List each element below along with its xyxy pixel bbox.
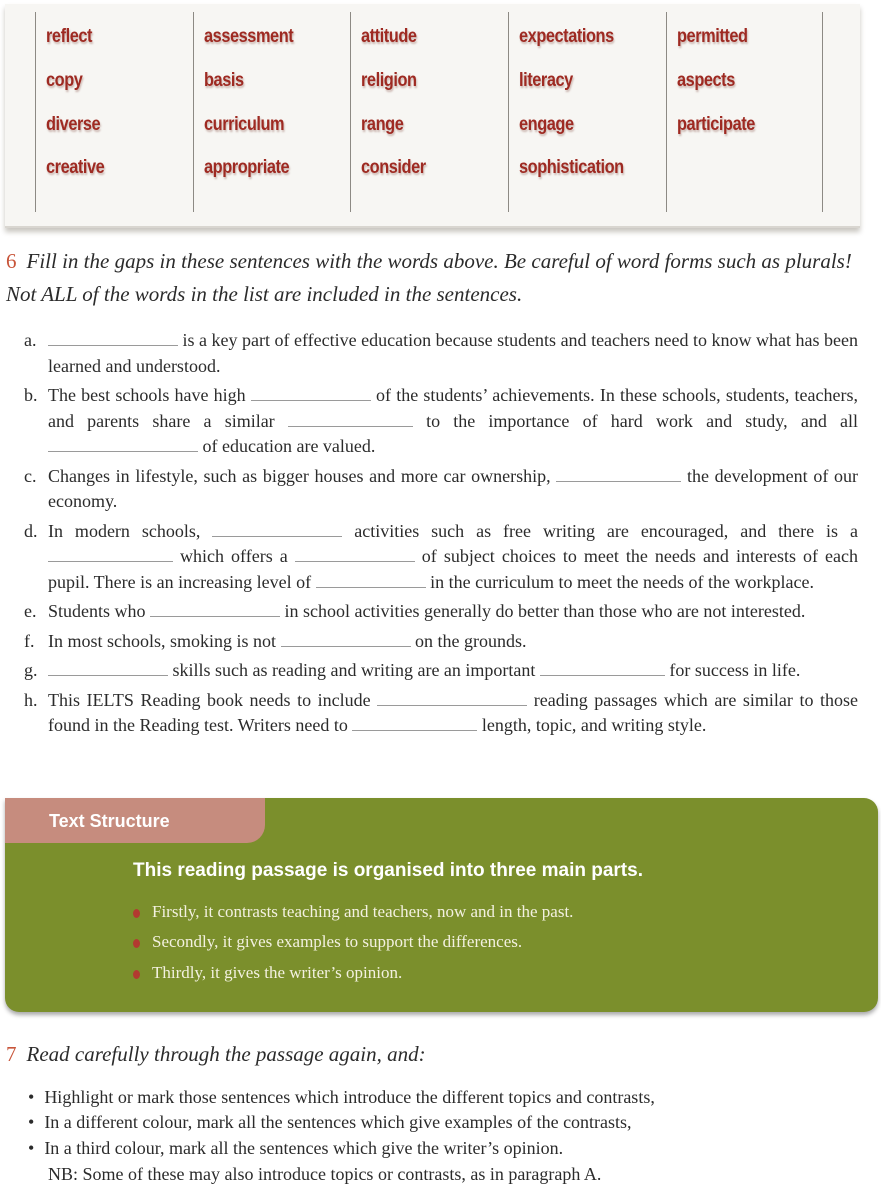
word-list-item: engage <box>519 114 574 135</box>
word-list-item: basis <box>204 70 244 91</box>
gap-fill-item <box>24 599 858 625</box>
bullet-icon: • <box>28 1087 35 1107</box>
question-instruction: Fill in the gaps in these sentences with the words above. Be careful of word forms such as plurals! Not ALL of the words in the list are included in the sentences. <box>6 249 852 306</box>
structure-bullet <box>133 932 522 952</box>
answer-blank[interactable] <box>540 661 665 676</box>
gap-fill-item <box>24 658 858 684</box>
answer-blank[interactable] <box>251 386 371 401</box>
question-7 <box>6 1038 856 1071</box>
answer-blank[interactable] <box>48 331 178 346</box>
question-number: 6 <box>6 249 17 273</box>
question-6 <box>6 245 856 311</box>
item-text: is a key part of effective education because students and teachers need to know what has been learned and understood. <box>48 330 858 376</box>
word-list-item: creative <box>46 157 105 178</box>
item-text: of the students’ achievements. In these schools, students, teachers, and parents share a similar <box>48 385 858 431</box>
item-label: d. <box>24 520 38 541</box>
item-label: h. <box>24 689 38 710</box>
bullet-icon: • <box>28 1112 35 1132</box>
word-list-item: permitted <box>677 26 748 47</box>
text-structure-tab <box>5 798 265 843</box>
item-text: to the importance of hard work and study, and all <box>412 410 858 431</box>
text-structure-heading: This reading passage is organised into three main parts. <box>133 860 643 881</box>
item-text: This IELTS Reading book needs to include <box>48 689 378 710</box>
column-divider <box>193 12 194 212</box>
bullet-icon <box>133 909 140 918</box>
structure-bullet <box>133 902 573 922</box>
word-list-item: consider <box>361 157 426 178</box>
bullet-text: Firstly, it contrasts teaching and teachers, now and in the past. <box>152 902 574 921</box>
answer-blank[interactable] <box>48 437 198 452</box>
answer-blank[interactable] <box>556 467 681 482</box>
bullet-icon <box>133 970 140 979</box>
answer-blank[interactable] <box>48 661 168 676</box>
gap-fill-item <box>24 629 858 655</box>
word-list-item: assessment <box>204 26 294 47</box>
word-list-item: sophistication <box>519 157 624 178</box>
answer-blank[interactable] <box>150 602 280 617</box>
item-text: reading passages which are similar to those found in the Reading test. Writers need to <box>48 689 858 735</box>
item-text: the development of our economy. <box>48 465 858 511</box>
question-instruction: Read carefully through the passage again, and: <box>26 1042 426 1066</box>
answer-blank[interactable] <box>288 412 413 427</box>
word-list-item: curriculum <box>204 114 285 135</box>
answer-blank[interactable] <box>281 632 411 647</box>
tab-label: Text Structure <box>49 811 170 831</box>
item-label: g. <box>24 660 38 680</box>
answer-blank[interactable] <box>377 691 527 706</box>
word-list-box <box>5 4 860 228</box>
item-text: In most schools, smoking is not <box>48 630 281 651</box>
item-text: Changes in lifestyle, such as bigger houses and more car ownership, <box>48 465 557 486</box>
bullet-text: Highlight or mark those sentences which introduce the different topics and contrasts, <box>44 1087 655 1107</box>
gap-fill-item <box>24 688 858 739</box>
structure-bullet <box>133 963 402 983</box>
item-label: e. <box>24 601 37 621</box>
bullet-text: In a different colour, mark all the sentences which give examples of the contrasts, <box>44 1112 632 1132</box>
item-label: b. <box>24 385 38 405</box>
column-divider <box>508 12 509 212</box>
task-bullet <box>28 1138 563 1159</box>
item-label: f. <box>24 630 35 651</box>
task-bullet <box>28 1112 632 1133</box>
note: NB: Some of these may also introduce topics or contrasts, as in paragraph A. <box>48 1164 602 1184</box>
item-text: length, topic, and writing style. <box>477 715 707 735</box>
item-text: which offers a <box>173 546 295 566</box>
word-list-item: literacy <box>519 70 573 91</box>
word-list-item: religion <box>361 70 417 91</box>
word-list-item: aspects <box>677 70 735 91</box>
answer-blank[interactable] <box>48 547 173 562</box>
item-text: Students who <box>48 601 151 621</box>
gap-fill-item <box>24 464 858 515</box>
item-text: on the grounds. <box>410 630 527 651</box>
bullet-text: Secondly, it gives examples to support the differences. <box>152 932 523 951</box>
item-text: in school activities generally do better than those who are not interested. <box>280 601 806 621</box>
word-list-item: range <box>361 114 404 135</box>
column-divider <box>822 12 823 212</box>
item-text: in the curriculum to meet the needs of the workplace. <box>425 571 814 592</box>
gap-fill-item <box>24 519 858 596</box>
column-divider <box>350 12 351 212</box>
task-bullet <box>28 1087 655 1108</box>
bullet-text: In a third colour, mark all the sentences which give the writer’s opinion. <box>44 1138 564 1158</box>
answer-blank[interactable] <box>212 522 342 537</box>
answer-blank[interactable] <box>352 716 477 731</box>
item-text: of subject choices to meet the needs and interests of each pupil. There is an increasing level of <box>48 546 858 592</box>
item-label: c. <box>24 465 37 486</box>
word-list-item: expectations <box>519 26 614 47</box>
item-text: of education are valued. <box>198 436 376 456</box>
bullet-text: Thirdly, it gives the writer’s opinion. <box>152 963 403 982</box>
word-list-item: appropriate <box>204 157 290 178</box>
word-list-item: reflect <box>46 26 93 47</box>
question-number: 7 <box>6 1042 17 1066</box>
item-text: activities such as free writing are encouraged, and there is a <box>342 520 858 541</box>
column-divider <box>35 12 36 212</box>
item-text: The best schools have high <box>48 385 251 405</box>
word-list-item: diverse <box>46 114 101 135</box>
bullet-icon <box>133 939 140 948</box>
word-list-item: copy <box>46 70 83 91</box>
column-divider <box>666 12 667 212</box>
item-text: In modern schools, <box>48 520 213 541</box>
gap-fill-item <box>24 383 858 460</box>
word-list-item: attitude <box>361 26 417 47</box>
bullet-icon: • <box>28 1138 35 1158</box>
gap-fill-item <box>24 328 858 379</box>
answer-blank[interactable] <box>295 547 415 562</box>
item-text: for success in life. <box>664 660 801 680</box>
item-label: a. <box>24 330 37 350</box>
item-text: skills such as reading and writing are an important <box>168 660 540 680</box>
word-list-item: participate <box>677 114 755 135</box>
answer-blank[interactable] <box>316 573 426 588</box>
gap-fill-items <box>24 328 858 743</box>
